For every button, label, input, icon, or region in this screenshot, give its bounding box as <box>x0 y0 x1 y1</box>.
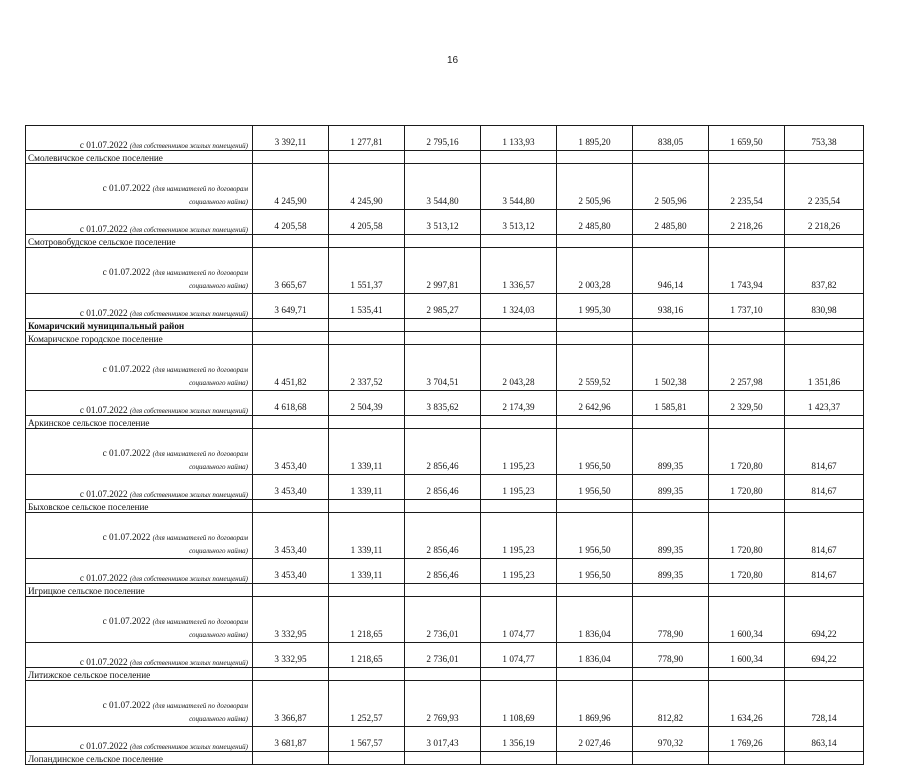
empty-cell <box>633 319 709 332</box>
value-cell: 1 551,37 <box>329 248 405 294</box>
empty-cell <box>785 332 864 345</box>
value-cell: 1 252,57 <box>329 681 405 727</box>
table-row <box>26 597 864 643</box>
empty-cell <box>253 668 329 681</box>
value-cell: 1 339,11 <box>329 559 405 584</box>
table-row <box>26 164 864 210</box>
empty-cell <box>633 752 709 765</box>
value-cell: 2 027,46 <box>557 727 633 752</box>
value-cell: 2 997,81 <box>405 248 481 294</box>
value-cell: 1 339,11 <box>329 429 405 475</box>
value-cell: 1 423,37 <box>785 391 864 416</box>
row-label <box>26 597 253 643</box>
empty-cell <box>481 752 557 765</box>
empty-cell <box>253 319 329 332</box>
row-note: (для собственников жилых помещений) <box>129 226 248 234</box>
row-label <box>26 429 253 475</box>
empty-cell <box>785 151 864 164</box>
value-cell: 3 704,51 <box>405 345 481 391</box>
empty-cell <box>253 500 329 513</box>
row-label <box>26 727 253 752</box>
value-cell: 1 659,50 <box>709 126 785 151</box>
value-cell: 3 453,40 <box>253 513 329 559</box>
value-cell: 3 544,80 <box>481 164 557 210</box>
value-cell: 814,67 <box>785 513 864 559</box>
value-cell: 1 956,50 <box>557 429 633 475</box>
value-cell: 1 600,34 <box>709 597 785 643</box>
empty-cell <box>633 332 709 345</box>
value-cell: 3 513,12 <box>481 210 557 235</box>
value-cell: 1 720,80 <box>709 513 785 559</box>
value-cell: 4 451,82 <box>253 345 329 391</box>
value-cell: 899,35 <box>633 513 709 559</box>
value-cell: 2 795,16 <box>405 126 481 151</box>
row-note: (для собственников жилых помещений) <box>129 142 248 150</box>
empty-cell <box>405 584 481 597</box>
section-row <box>26 500 864 513</box>
row-date: с 01.07.2022 <box>79 657 128 667</box>
empty-cell <box>481 416 557 429</box>
value-cell: 1 074,77 <box>481 643 557 668</box>
value-cell: 899,35 <box>633 429 709 475</box>
row-note: (для собственников жилых помещений) <box>129 575 248 583</box>
row-label <box>26 475 253 500</box>
value-cell: 1 600,34 <box>709 643 785 668</box>
row-label <box>26 248 253 294</box>
empty-cell <box>633 235 709 248</box>
value-cell: 1 995,30 <box>557 294 633 319</box>
label-line <box>30 531 248 545</box>
empty-cell <box>481 319 557 332</box>
value-cell: 1 195,23 <box>481 475 557 500</box>
empty-cell <box>633 500 709 513</box>
value-cell: 4 205,58 <box>329 210 405 235</box>
section-title: Смотровобудское сельское поселение <box>26 235 253 248</box>
value-cell: 812,82 <box>633 681 709 727</box>
empty-cell <box>633 416 709 429</box>
value-cell: 2 856,46 <box>405 475 481 500</box>
label-line <box>30 266 248 280</box>
empty-cell <box>329 319 405 332</box>
row-date: с 01.07.2022 <box>102 532 151 542</box>
value-cell: 1 339,11 <box>329 475 405 500</box>
table-row <box>26 345 864 391</box>
row-date: с 01.07.2022 <box>79 573 128 583</box>
section-title: Аркинское сельское поселение <box>26 416 253 429</box>
value-cell: 2 235,54 <box>709 164 785 210</box>
value-cell: 814,67 <box>785 429 864 475</box>
empty-cell <box>405 416 481 429</box>
table-row <box>26 643 864 668</box>
row-date: с 01.07.2022 <box>102 448 151 458</box>
value-cell: 1 720,80 <box>709 429 785 475</box>
row-label <box>26 559 253 584</box>
empty-cell <box>481 584 557 597</box>
empty-cell <box>557 151 633 164</box>
value-cell: 1 956,50 <box>557 513 633 559</box>
empty-cell <box>633 151 709 164</box>
value-cell: 838,05 <box>633 126 709 151</box>
value-cell: 2 985,27 <box>405 294 481 319</box>
row-note: (для нанимателей по договорам <box>152 366 248 374</box>
empty-cell <box>557 332 633 345</box>
row-label <box>26 681 253 727</box>
section-row <box>26 319 864 332</box>
value-cell: 3 366,87 <box>253 681 329 727</box>
empty-cell <box>709 319 785 332</box>
value-cell: 1 133,93 <box>481 126 557 151</box>
empty-cell <box>481 500 557 513</box>
value-cell: 4 618,68 <box>253 391 329 416</box>
tariff-table <box>25 125 864 765</box>
value-cell: 1 634,26 <box>709 681 785 727</box>
value-cell: 3 453,40 <box>253 475 329 500</box>
table-row <box>26 248 864 294</box>
value-cell: 1 324,03 <box>481 294 557 319</box>
value-cell: 3 835,62 <box>405 391 481 416</box>
empty-cell <box>785 584 864 597</box>
value-cell: 753,38 <box>785 126 864 151</box>
value-cell: 694,22 <box>785 597 864 643</box>
value-cell: 1 769,26 <box>709 727 785 752</box>
empty-cell <box>481 151 557 164</box>
value-cell: 3 392,11 <box>253 126 329 151</box>
value-cell: 2 856,46 <box>405 513 481 559</box>
value-cell: 2 856,46 <box>405 559 481 584</box>
label-line <box>30 182 248 196</box>
section-title: Быховское сельское поселение <box>26 500 253 513</box>
value-cell: 1 351,86 <box>785 345 864 391</box>
empty-cell <box>253 584 329 597</box>
section-title: Лопандинское сельское поселение <box>26 752 253 765</box>
row-note: (для собственников жилых помещений) <box>129 659 248 667</box>
value-cell: 1 836,04 <box>557 597 633 643</box>
section-title: Игрицкое сельское поселение <box>26 584 253 597</box>
row-date: с 01.07.2022 <box>102 267 151 277</box>
value-cell: 2 329,50 <box>709 391 785 416</box>
empty-cell <box>329 151 405 164</box>
value-cell: 3 332,95 <box>253 597 329 643</box>
row-label <box>26 643 253 668</box>
value-cell: 1 339,11 <box>329 513 405 559</box>
value-cell: 778,90 <box>633 643 709 668</box>
value-cell: 899,35 <box>633 559 709 584</box>
empty-cell <box>785 500 864 513</box>
empty-cell <box>709 668 785 681</box>
value-cell: 837,82 <box>785 248 864 294</box>
empty-cell <box>785 319 864 332</box>
value-cell: 2 856,46 <box>405 429 481 475</box>
empty-cell <box>329 500 405 513</box>
row-note-continued: социального найма) <box>189 715 248 723</box>
row-label <box>26 126 253 151</box>
table-row <box>26 513 864 559</box>
value-cell: 2 257,98 <box>709 345 785 391</box>
section-row <box>26 151 864 164</box>
empty-cell <box>481 332 557 345</box>
table-row <box>26 294 864 319</box>
table-row <box>26 559 864 584</box>
label-line <box>30 615 248 629</box>
row-label <box>26 294 253 319</box>
value-cell: 938,16 <box>633 294 709 319</box>
value-cell: 3 513,12 <box>405 210 481 235</box>
empty-cell <box>329 332 405 345</box>
page-number: 16 <box>446 55 459 66</box>
empty-cell <box>785 668 864 681</box>
value-cell: 814,67 <box>785 559 864 584</box>
value-cell: 2 218,26 <box>785 210 864 235</box>
value-cell: 1 195,23 <box>481 513 557 559</box>
row-note-continued: социального найма) <box>189 547 248 555</box>
empty-cell <box>329 668 405 681</box>
value-cell: 1 585,81 <box>633 391 709 416</box>
row-date: с 01.07.2022 <box>102 616 151 626</box>
value-cell: 3 332,95 <box>253 643 329 668</box>
empty-cell <box>253 332 329 345</box>
empty-cell <box>709 584 785 597</box>
value-cell: 3 649,71 <box>253 294 329 319</box>
value-cell: 1 895,20 <box>557 126 633 151</box>
section-row <box>26 584 864 597</box>
empty-cell <box>557 584 633 597</box>
empty-cell <box>405 235 481 248</box>
value-cell: 1 535,41 <box>329 294 405 319</box>
value-cell: 3 453,40 <box>253 559 329 584</box>
value-cell: 3 544,80 <box>405 164 481 210</box>
value-cell: 3 665,67 <box>253 248 329 294</box>
value-cell: 1 074,77 <box>481 597 557 643</box>
empty-cell <box>481 235 557 248</box>
row-note: (для собственников жилых помещений) <box>129 743 248 751</box>
label-line <box>30 699 248 713</box>
section-row <box>26 668 864 681</box>
value-cell: 2 337,52 <box>329 345 405 391</box>
row-note: (для нанимателей по договорам <box>152 534 248 542</box>
row-note: (для нанимателей по договорам <box>152 702 248 710</box>
empty-cell <box>785 235 864 248</box>
value-cell: 2 485,80 <box>633 210 709 235</box>
empty-cell <box>557 752 633 765</box>
value-cell: 2 485,80 <box>557 210 633 235</box>
row-date: с 01.07.2022 <box>102 700 151 710</box>
row-note: (для нанимателей по договорам <box>152 618 248 626</box>
empty-cell <box>633 668 709 681</box>
row-note: (для нанимателей по договорам <box>152 269 248 277</box>
value-cell: 1 836,04 <box>557 643 633 668</box>
value-cell: 1 956,50 <box>557 559 633 584</box>
table-row <box>26 126 864 151</box>
value-cell: 2 769,93 <box>405 681 481 727</box>
value-cell: 2 559,52 <box>557 345 633 391</box>
value-cell: 1 737,10 <box>709 294 785 319</box>
empty-cell <box>253 752 329 765</box>
value-cell: 1 218,65 <box>329 597 405 643</box>
row-note: (для собственников жилых помещений) <box>129 491 248 499</box>
value-cell: 899,35 <box>633 475 709 500</box>
row-date: с 01.07.2022 <box>79 489 128 499</box>
table-row <box>26 681 864 727</box>
empty-cell <box>785 752 864 765</box>
row-date: с 01.07.2022 <box>79 140 128 150</box>
empty-cell <box>329 416 405 429</box>
row-label <box>26 391 253 416</box>
value-cell: 4 245,90 <box>253 164 329 210</box>
empty-cell <box>405 319 481 332</box>
value-cell: 1 743,94 <box>709 248 785 294</box>
value-cell: 2 505,96 <box>633 164 709 210</box>
table-row <box>26 475 864 500</box>
row-note: (для собственников жилых помещений) <box>129 310 248 318</box>
empty-cell <box>557 668 633 681</box>
empty-cell <box>405 500 481 513</box>
row-note: (для нанимателей по договорам <box>152 185 248 193</box>
row-label <box>26 513 253 559</box>
row-date: с 01.07.2022 <box>79 405 128 415</box>
section-title: Литижское сельское поселение <box>26 668 253 681</box>
empty-cell <box>253 235 329 248</box>
empty-cell <box>405 332 481 345</box>
value-cell: 1 195,23 <box>481 559 557 584</box>
value-cell: 3 017,43 <box>405 727 481 752</box>
value-cell: 2 174,39 <box>481 391 557 416</box>
section-row <box>26 235 864 248</box>
value-cell: 2 642,96 <box>557 391 633 416</box>
empty-cell <box>329 752 405 765</box>
value-cell: 4 205,58 <box>253 210 329 235</box>
value-cell: 830,98 <box>785 294 864 319</box>
section-row <box>26 416 864 429</box>
section-row <box>26 752 864 765</box>
empty-cell <box>405 151 481 164</box>
empty-cell <box>633 584 709 597</box>
row-label <box>26 164 253 210</box>
empty-cell <box>709 752 785 765</box>
row-date: с 01.07.2022 <box>79 224 128 234</box>
empty-cell <box>709 332 785 345</box>
empty-cell <box>253 151 329 164</box>
empty-cell <box>329 235 405 248</box>
value-cell: 1 356,19 <box>481 727 557 752</box>
value-cell: 1 567,57 <box>329 727 405 752</box>
value-cell: 3 453,40 <box>253 429 329 475</box>
section-title: Комаричский муниципальный район <box>26 319 253 332</box>
value-cell: 694,22 <box>785 643 864 668</box>
label-line <box>30 363 248 377</box>
value-cell: 1 336,57 <box>481 248 557 294</box>
value-cell: 1 277,81 <box>329 126 405 151</box>
section-row <box>26 332 864 345</box>
row-note-continued: социального найма) <box>189 631 248 639</box>
value-cell: 946,14 <box>633 248 709 294</box>
value-cell: 3 681,87 <box>253 727 329 752</box>
value-cell: 1 869,96 <box>557 681 633 727</box>
value-cell: 2 736,01 <box>405 643 481 668</box>
row-label <box>26 210 253 235</box>
table-body <box>26 126 864 765</box>
section-title: Смолевичское сельское поселение <box>26 151 253 164</box>
row-note-continued: социального найма) <box>189 379 248 387</box>
value-cell: 778,90 <box>633 597 709 643</box>
value-cell: 2 736,01 <box>405 597 481 643</box>
row-note-continued: социального найма) <box>189 198 248 206</box>
table-row <box>26 391 864 416</box>
value-cell: 1 720,80 <box>709 559 785 584</box>
row-date: с 01.07.2022 <box>79 741 128 751</box>
empty-cell <box>709 235 785 248</box>
empty-cell <box>709 500 785 513</box>
value-cell: 4 245,90 <box>329 164 405 210</box>
value-cell: 1 108,69 <box>481 681 557 727</box>
empty-cell <box>785 416 864 429</box>
empty-cell <box>329 584 405 597</box>
label-line <box>30 447 248 461</box>
table-row <box>26 210 864 235</box>
empty-cell <box>709 416 785 429</box>
row-note: (для нанимателей по договорам <box>152 450 248 458</box>
value-cell: 2 235,54 <box>785 164 864 210</box>
value-cell: 2 504,39 <box>329 391 405 416</box>
row-date: с 01.07.2022 <box>102 364 151 374</box>
value-cell: 970,32 <box>633 727 709 752</box>
value-cell: 2 003,28 <box>557 248 633 294</box>
empty-cell <box>557 416 633 429</box>
value-cell: 863,14 <box>785 727 864 752</box>
value-cell: 1 195,23 <box>481 429 557 475</box>
empty-cell <box>481 668 557 681</box>
value-cell: 2 218,26 <box>709 210 785 235</box>
section-title: Комаричское городское поселение <box>26 332 253 345</box>
table-row <box>26 429 864 475</box>
empty-cell <box>709 151 785 164</box>
empty-cell <box>557 235 633 248</box>
value-cell: 1 956,50 <box>557 475 633 500</box>
empty-cell <box>405 752 481 765</box>
row-date: с 01.07.2022 <box>79 308 128 318</box>
value-cell: 1 720,80 <box>709 475 785 500</box>
empty-cell <box>405 668 481 681</box>
row-note: (для собственников жилых помещений) <box>129 407 248 415</box>
value-cell: 2 043,28 <box>481 345 557 391</box>
value-cell: 1 218,65 <box>329 643 405 668</box>
value-cell: 814,67 <box>785 475 864 500</box>
value-cell: 2 505,96 <box>557 164 633 210</box>
row-label <box>26 345 253 391</box>
empty-cell <box>557 319 633 332</box>
table-row <box>26 727 864 752</box>
row-note-continued: социального найма) <box>189 463 248 471</box>
row-note-continued: социального найма) <box>189 282 248 290</box>
empty-cell <box>253 416 329 429</box>
value-cell: 1 502,38 <box>633 345 709 391</box>
row-date: с 01.07.2022 <box>102 183 151 193</box>
empty-cell <box>557 500 633 513</box>
value-cell: 728,14 <box>785 681 864 727</box>
